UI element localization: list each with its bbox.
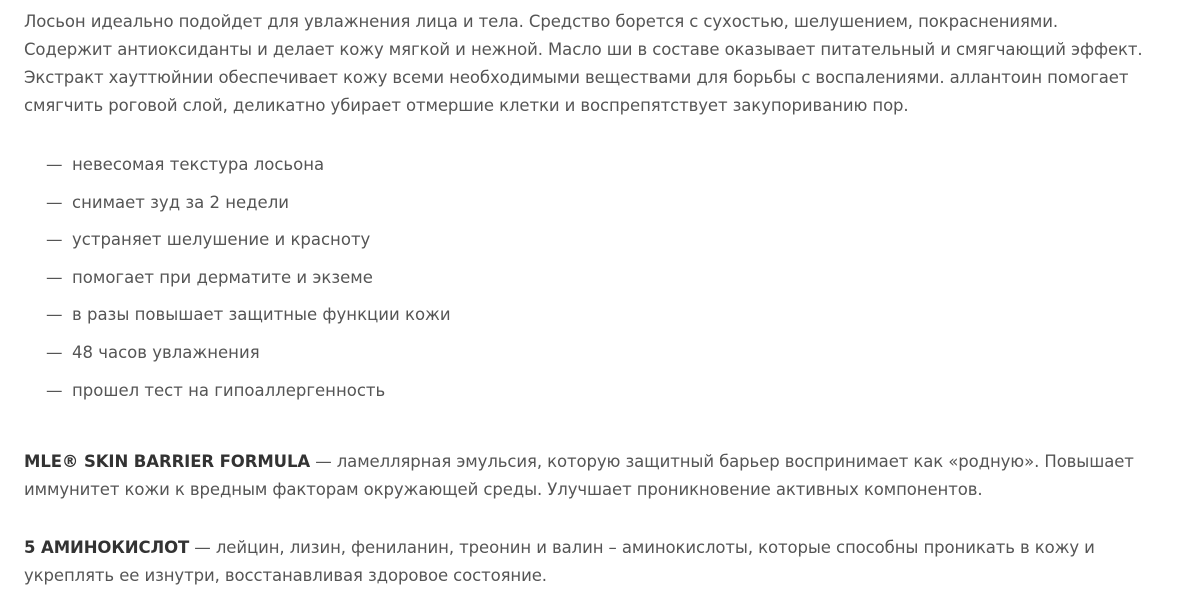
feature-text: невесомая текстура лосьона xyxy=(72,155,325,174)
dash-marker: — xyxy=(46,230,63,250)
intro-paragraph xyxy=(24,8,1184,120)
ingredient-description: — ламеллярная эмульсия, которую защитный барьер воспринимает как «родную». Повышает xyxy=(310,452,1134,471)
dash-marker: — xyxy=(46,267,63,287)
feature-item xyxy=(46,376,451,414)
feature-item xyxy=(46,150,451,188)
feature-item xyxy=(46,300,451,338)
dash-marker: — xyxy=(46,342,63,362)
feature-item xyxy=(46,263,451,301)
feature-text: 48 часов увлажнения xyxy=(72,342,260,362)
ingredient-name: 5 АМИНОКИСЛОТ xyxy=(24,538,190,557)
intro-line: смягчить роговой слой, деликатно убирает отмершие клетки и воспрепятствует закупориванию пор. xyxy=(24,96,909,115)
ingredient-paragraph xyxy=(24,534,1184,590)
intro-line: Лосьон идеально подойдет для увлажнения лица и тела. Средство борется с сухостью, шелушением, покраснениями. xyxy=(24,12,1058,31)
feature-text: прошел тест на гипоаллергенность xyxy=(72,380,386,400)
ingredient-description: укреплять ее изнутри, восстанавливая здоровое состояние. xyxy=(24,566,547,585)
dash-marker: — xyxy=(46,305,63,325)
intro-line: Содержит антиоксиданты и делает кожу мягкой и нежной. Масло ши в составе оказывает питательный и смягчающий эффект. xyxy=(24,40,1143,59)
dash-marker: — xyxy=(46,155,63,174)
intro-line: Экстракт хауттюйнии обеспечивает кожу всеми необходимыми веществами для борьбы с воспалениями. аллантоин помогает xyxy=(24,68,1129,87)
ingredient-description: иммунитет кожи к вредным факторам окружающей среды. Улучшает проникновение активных компонентов. xyxy=(24,480,983,499)
ingredient-name: MLE® SKIN BARRIER FORMULA xyxy=(24,452,311,471)
dash-marker: — xyxy=(46,380,63,400)
ingredient-description: — лейцин, лизин, фениланин, треонин и валин – аминокислоты, которые способны проникать в кожу и xyxy=(189,538,1095,557)
feature-item xyxy=(46,188,451,226)
ingredient-paragraph xyxy=(24,448,1184,504)
feature-item xyxy=(46,338,451,376)
feature-text: в разы повышает защитные функции кожи xyxy=(72,305,451,325)
features-list xyxy=(46,150,451,413)
feature-text: устраняет шелушение и красноту xyxy=(72,230,371,250)
feature-item xyxy=(46,225,451,263)
dash-marker: — xyxy=(46,192,63,212)
feature-text: снимает зуд за 2 недели xyxy=(72,192,289,212)
feature-text: помогает при дерматите и экземе xyxy=(72,267,373,287)
